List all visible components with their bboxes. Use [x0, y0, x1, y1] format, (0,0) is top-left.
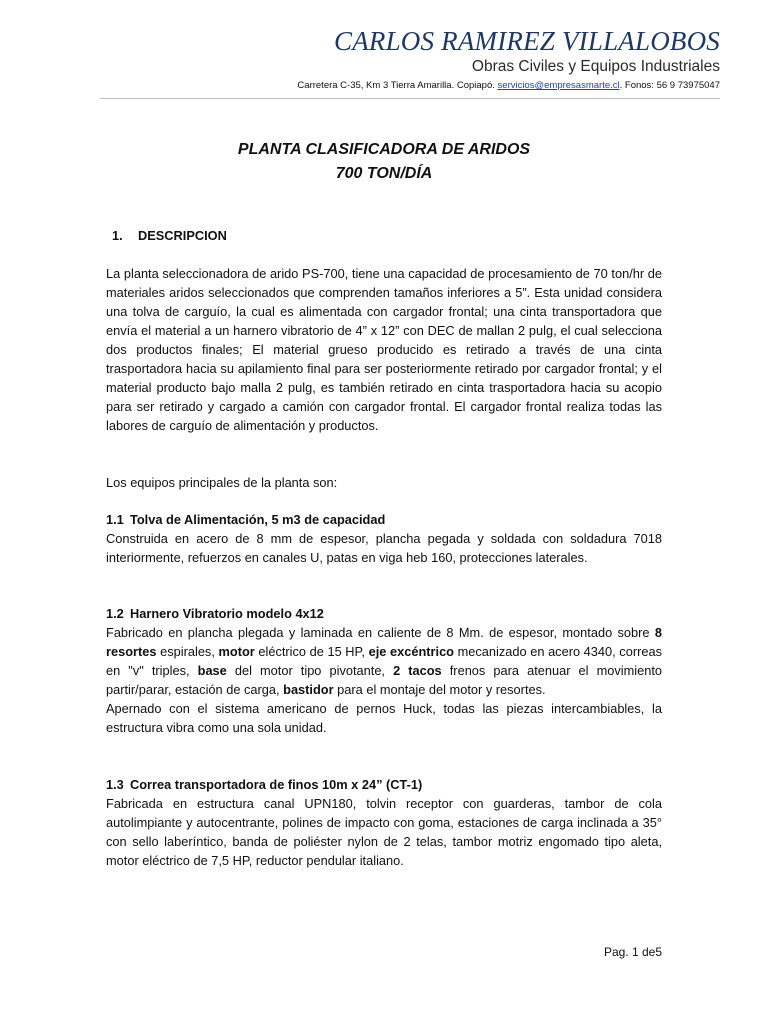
- document-title: [0, 138, 768, 186]
- text-run: espirales,: [156, 644, 219, 659]
- bold-run: base: [197, 663, 227, 678]
- bold-run: motor: [218, 644, 255, 659]
- text-run: Fabricado en plancha plegada y laminada en caliente de 8 Mm. de espesor, montado sobre: [106, 625, 655, 640]
- bold-run: bastidor: [283, 682, 334, 697]
- item-number: 1.3: [106, 777, 124, 792]
- page-number: Pag. 1 de5: [603, 945, 662, 959]
- item-text: Fabricada en estructura canal UPN180, tolvin receptor con guarderas, tambor de cola autolimpiante y autocentrante, polines de impacto con goma, estaciones de carga inclinada a 35° con sello laberíntico, banda de poliéster nylon de 2 telas, tambor motriz engomado tipo aleta, motor eléctrico de 7,5 HP, reductor pendular italiano.: [106, 796, 662, 868]
- bold-run: eje excéntrico: [368, 644, 455, 659]
- item-1-2: [106, 604, 662, 737]
- bold-run: 8 resortes: [106, 625, 662, 659]
- text-run: para el montaje del motor y resortes.: [333, 682, 546, 697]
- item-heading: [106, 510, 662, 529]
- item-heading: [106, 775, 662, 794]
- equipment-intro: Los equipos principales de la planta son:: [106, 475, 338, 490]
- letterhead-name: CARLOS RAMIREZ VILLALOBOS: [334, 26, 720, 56]
- item-title: Tolva de Alimentación, 5 m3 de capacidad: [130, 512, 386, 527]
- item-number: 1.1: [106, 512, 124, 527]
- bold-run: 2 tacos: [393, 663, 442, 678]
- description-paragraph: La planta seleccionadora de arido PS-700, tiene una capacidad de procesamiento de 70 ton/hr de materiales aridos seleccionados que comprenden tamaños inferiores a 5”. Esta unidad considera una tolva de carguío, la cual es alimentada con cargador frontal; una cinta transportadora que envía el material a un harnero vibratorio de 4” x 12” con DEC de mallan 2 pulg, el cual selecciona dos productos finales; El material grueso producido es retirado a través de una cinta trasportadora hacia su apilamiento final para ser posteriormente retirado por cargador frontal; y el material producto bajo malla 2 pulg, es también retirado en cinta trasportadora hacia su acopio para ser retirado y cargado a camión con cargador frontal. El cargador frontal realiza todas las labores de carguío de alimentación y productos.: [106, 266, 662, 433]
- item-1-3: [106, 775, 662, 870]
- item-heading: [106, 604, 662, 623]
- email-link[interactable]: servicios@empresasmarte.cl: [497, 80, 620, 91]
- letterhead-contact: Carretera C-35, Km 3 Tierra Amarilla. Copiapó. servicios@empresasmarte.cl. Fonos: 56 9 73975047: [297, 80, 720, 91]
- item-text-2: Apernado con el sistema americano de pernos Huck, todas las piezas intercambiables, la estructura vibra como una sola unidad.: [106, 701, 662, 735]
- letterhead-subtitle: Obras Civiles y Equipos Industriales: [471, 58, 720, 75]
- text-run: frenos para atenuar el movimiento partir/parar, estación de carga,: [106, 663, 663, 697]
- text-run: eléctrico de 15 HP,: [254, 644, 369, 659]
- title-line-1: PLANTA CLASIFICADORA DE ARIDOS: [237, 141, 531, 158]
- item-text: Construida en acero de 8 mm de espesor, plancha pegada y soldada con soldadura 7018 interiormente, refuerzos en canales U, patas en viga heb 160, protecciones laterales.: [106, 531, 662, 565]
- phone-label: Fonos:: [624, 80, 654, 91]
- phone-number: 56 9 73975047: [656, 80, 720, 91]
- letterhead-divider: [100, 98, 720, 99]
- letterhead-address: Carretera C-35, Km 3 Tierra Amarilla. Copiapó.: [297, 80, 495, 91]
- item-title: Harnero Vibratorio modelo 4x12: [130, 606, 324, 621]
- title-line-2: 700 TON/DÍA: [335, 165, 433, 182]
- item-title: Correa transportadora de finos 10m x 24” (CT-1): [130, 777, 423, 792]
- section-number: 1.: [112, 228, 123, 243]
- item-number: 1.2: [106, 606, 124, 621]
- section-heading: [112, 226, 668, 245]
- text-run: del motor tipo pivotante,: [226, 663, 394, 678]
- item-1-1: [106, 510, 662, 567]
- text-run: mecanizado en acero 4340, correas en "v" triples,: [106, 644, 662, 678]
- section-title: DESCRIPCION: [138, 228, 227, 243]
- item-text: [106, 623, 662, 699]
